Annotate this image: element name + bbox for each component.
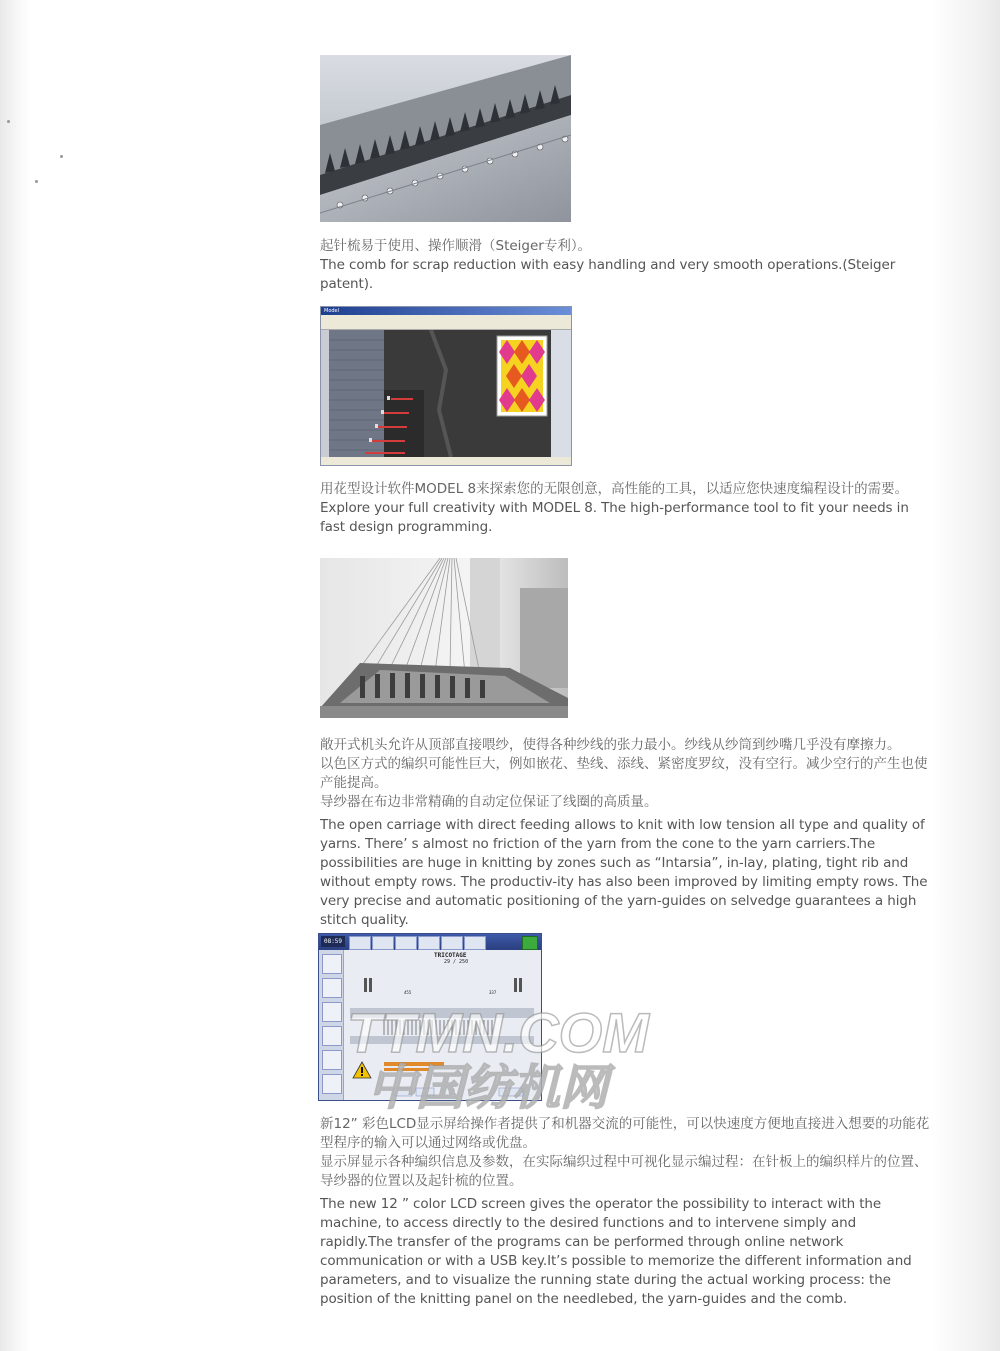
section3-caption-cn-2: 以色区方式的编织可能性巨大，例如嵌花、垫线、添线、紧密度罗纹，没有空行。减少空行的产生也使产能提高。 [320,756,928,791]
lcd-sidebar [319,950,344,1100]
window-statusbar [321,457,571,465]
page-left-edge [0,0,30,1351]
lcd-clock: 08:59 [321,936,345,947]
section1-caption [320,237,932,294]
window-titlebar: Model [321,307,571,315]
lcd-side-button [322,1026,342,1046]
section2-caption-en: Explore your full creativity with MODEL 8. The high-performance tool to fit your needs in fast design programming. [320,500,909,535]
section3-caption-en: The open carriage with direct feeding allows to knit with low tension all type and quality of yarns. There’ s almost no friction of the yarn from the cone to the yarn carriers.The possibilities are huge in knitting by zones such as “Intarsia”, in-lay, plating, tight rib and without empty rows. The productiv-ity has also been improved by limiting empty rows. The very precise and automatic positioning of the yarn-guides on selvedge guarantees a high stitch quality. [320,817,928,928]
lcd-main-area [344,950,541,1100]
window-toolbar [321,321,571,330]
section4-caption-en: The new 12 ” color LCD screen gives the operator the possibility to interact with the machine, to access directly to the desired functions and to intervene simply and rapidly.The transfer of the programs can be performed through online network communication or with a USB key.It’s possible to memorize the different information and parameters, and to visualize the running state during the actual working process: the position of the knitting panel on the needlebed, the yarn-guides and the comb. [320,1196,912,1307]
lcd-side-button [322,1074,342,1094]
paper-speck [7,120,10,123]
section4-caption [320,1115,932,1309]
watermark-text-top: TTMN.COM [347,1001,649,1064]
lcd-tab [349,936,371,950]
lcd-side-button [322,978,342,998]
lcd-needle-right: 337 [489,990,497,995]
lcd-side-button [322,1050,342,1070]
lcd-side-button [322,954,342,974]
paper-speck [35,180,38,183]
lcd-tab [441,936,463,950]
section1-caption-en: The comb for scrap reduction with easy handling and very smooth operations.(Steiger patent). [320,257,896,292]
section3-caption [320,736,932,930]
paper-speck [60,155,63,158]
watermark-text-bottom: 中国纺机网 [367,1060,609,1110]
section1-caption-cn: 起针梳易于使用、操作顺滑（Steiger专利）。 [320,238,592,254]
section4-caption-cn-2: 显示屏显示各种编织信息及参数，在实际编织过程中可视化显示编过程：在针板上的编织样片的位置、导纱器的位置以及起针梳的位置。 [320,1154,928,1189]
section3-caption-cn-1: 敞开式机头允许从顶部直接喂纱，使得各种纱线的张力最小。纱线从纱筒到纱嘴几乎没有摩擦力。 [320,737,901,753]
yarn-feeding-photo [320,558,568,718]
page-right-edge [930,0,1000,1351]
pattern-canvas [321,330,571,457]
lcd-tab [418,936,440,950]
lcd-top-bar [319,934,541,950]
section3-caption-cn-3: 导纱器在布边非常精确的自动定位保证了线圈的高质量。 [320,794,658,810]
lcd-tab [395,936,417,950]
lcd-counter: 29 / 250 [444,959,469,965]
lcd-title: TRICOTAGE [434,952,467,959]
lcd-confirm-icon [522,936,538,950]
needlebed-diagram [344,950,540,1100]
section2-caption-cn: 用花型设计软件MODEL 8来探索您的无限创意，高性能的工具，以适应您快速度编程设计的需要。 [320,481,909,497]
lcd-screen-screenshot [318,933,542,1101]
lcd-tab [372,936,394,950]
lcd-needle-left: 455 [404,990,412,995]
section4-caption-cn-1: 新12” 彩色LCD显示屏给操作者提供了和机器交流的可能性，可以快速度方便地直接进入想要的功能花型程序的输入可以通过网络或优盘。 [320,1116,930,1151]
model8-software-screenshot [320,306,572,466]
lcd-side-button [322,1002,342,1022]
section2-caption [320,480,932,537]
comb-photo [320,55,571,222]
lcd-tab [464,936,486,950]
